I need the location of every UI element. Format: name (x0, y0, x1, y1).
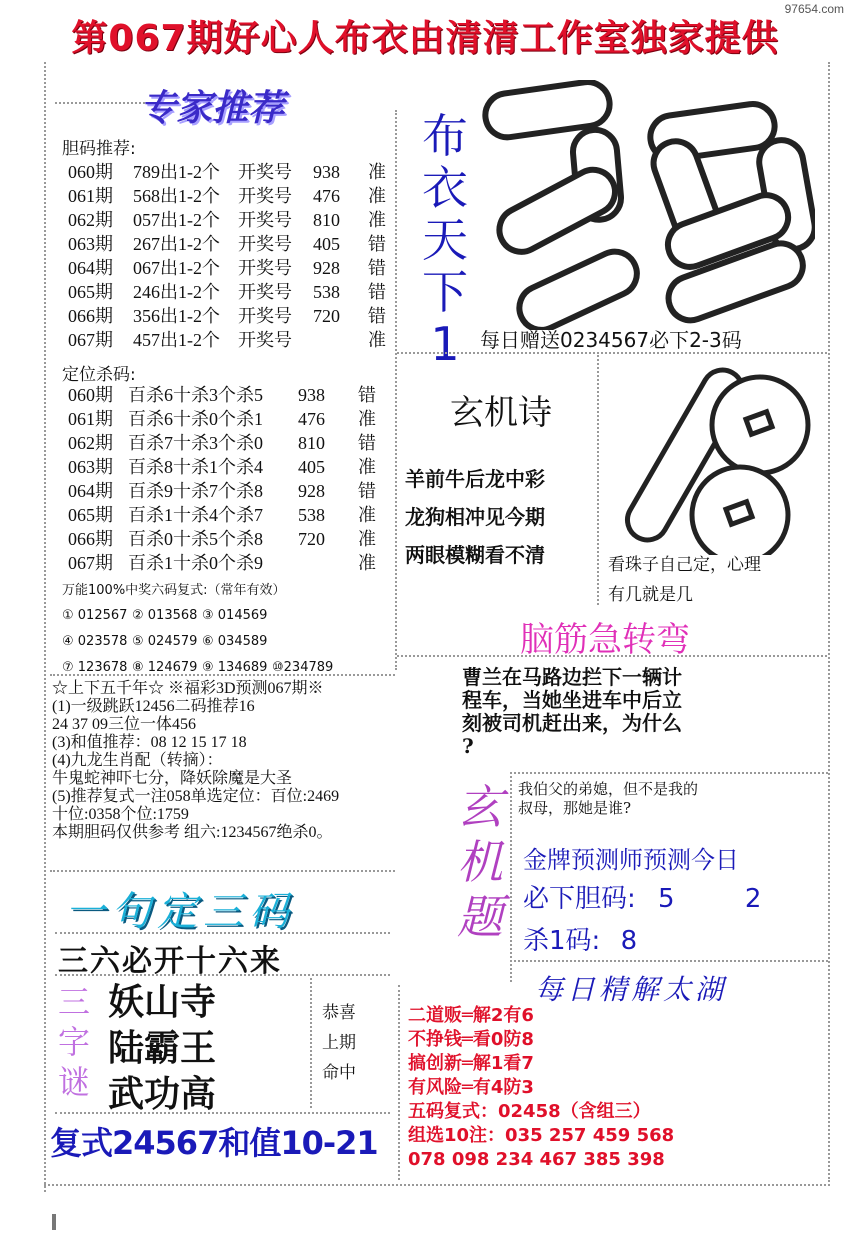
kill-result: 错 (358, 385, 376, 405)
brief-line: 牛鬼蛇神吓七分，降妖除魔是大圣 (52, 770, 293, 787)
kill-result: 准 (358, 553, 376, 573)
dan-result: 错 (368, 258, 386, 278)
congrats-line: 恭喜 (322, 1003, 356, 1023)
congrats-line: 上期 (322, 1033, 356, 1053)
kill-issue: 062期 (68, 433, 113, 453)
kill-issue: 060期 (68, 385, 113, 405)
xuanji-char: 玄 (457, 780, 503, 834)
kill-result: 准 (358, 505, 376, 525)
taihu-line: 有风险═有4防3 (408, 1077, 534, 1098)
kill-table (68, 383, 388, 575)
dan-draw: 405 (313, 234, 340, 254)
bead-note-line: 有几就是几 (608, 585, 693, 605)
dan-row (68, 304, 398, 328)
dan-result: 准 (368, 330, 386, 350)
divider (50, 674, 395, 676)
six-item: ④ 023578 (62, 634, 128, 649)
brief-line: (5)推荐复式一注058单选定位：百位:2469 (52, 788, 340, 805)
dan-draw: 938 (313, 162, 340, 182)
dan-draw: 476 (313, 186, 340, 206)
brain-question (462, 666, 682, 758)
divider (55, 974, 390, 976)
buyi-char: 衣 (422, 161, 468, 215)
brain-line: 曹兰在马路边拦下一辆计 (462, 665, 682, 689)
divider (597, 355, 599, 605)
kill-pick: 百杀9十杀7个杀8 (128, 481, 263, 501)
xuanji-char: 机 (457, 835, 503, 889)
site-watermark: 97654.com (784, 2, 844, 16)
poem-title: 玄机诗 (450, 393, 552, 433)
kill-issue: 064期 (68, 481, 113, 501)
kill-draw: 938 (298, 385, 325, 405)
riddle-line: 武功高 (108, 1074, 217, 1115)
bead-note-line: 看珠子自己定，心理 (608, 555, 761, 575)
gift-text: 每日赠送0234567必下2-3码 (480, 328, 742, 352)
dan-line-label: 必下胆码: (523, 884, 636, 914)
kill-row (68, 431, 388, 455)
dan-draw_label: 开奖号 (238, 210, 292, 230)
dan-draw: 810 (313, 210, 340, 230)
one-sentence-heading: 一句定三码 (65, 889, 295, 935)
taihu-line: 不挣钱═看0防8 (408, 1029, 534, 1050)
six-item: ⑥ 034589 (202, 634, 268, 649)
kill-pick: 百杀7十杀3个杀0 (128, 433, 263, 453)
frame-left (44, 62, 46, 1192)
dan-draw: 720 (313, 306, 340, 326)
taihu-line: 五码复式：02458（含组三） (408, 1101, 651, 1122)
taihu-line: 二道贩═解2有6 (408, 1005, 534, 1026)
scroll-marker (52, 1214, 56, 1230)
dan-result: 准 (368, 186, 386, 206)
brain-line: ? (462, 734, 474, 758)
brief-line: 本期胆码仅供参考 组六:1234567绝杀0。 (52, 824, 333, 841)
dan-draw_label: 开奖号 (238, 306, 292, 326)
bead-18-graphic (600, 355, 825, 555)
riddle-label-char: 谜 (57, 1063, 90, 1101)
brief-line: 十位:0358个位:1759 (52, 806, 189, 823)
divider (55, 932, 390, 934)
dan-row (68, 208, 398, 232)
dan-issue: 061期 (68, 186, 113, 206)
xuanji-line: 我伯父的弟媳，但不是我的 (518, 780, 699, 798)
dan-issue: 065期 (68, 282, 113, 302)
brief-line: (4)九龙生肖配（转摘）： (52, 752, 223, 769)
dan-result: 错 (368, 282, 386, 302)
brief-line: (1)一级跳跃12456二码推荐16 (52, 698, 255, 715)
kill-val: 8 (620, 926, 638, 956)
taihu-heading: 每日精解太湖 (535, 973, 728, 1006)
six-item: ② 013568 (132, 608, 198, 623)
dan-issue: 064期 (68, 258, 113, 278)
dan-result: 错 (368, 234, 386, 254)
six-row (62, 603, 362, 629)
dan-row (68, 256, 398, 280)
dan-draw_label: 开奖号 (238, 162, 292, 182)
dan-row (68, 184, 398, 208)
riddle-line: 妖山寺 (108, 982, 217, 1023)
dan-b: 2 (744, 884, 762, 914)
kill-pick: 百杀6十杀3个杀5 (128, 385, 263, 405)
taihu-line: 搞创新═解1看7 (408, 1053, 534, 1074)
frame-bottom (44, 1184, 830, 1186)
expert-heading: 专家推荐 (140, 88, 285, 129)
six-item: ⑩234789 (272, 660, 334, 675)
kill-result: 准 (358, 529, 376, 549)
poem-line: 两眼模糊看不清 (405, 543, 545, 567)
dan-row (68, 160, 398, 184)
dan-pick: 067出1-2个 (133, 258, 220, 278)
divider (397, 655, 827, 657)
buyi-char: 天 (422, 213, 468, 267)
kill-row (68, 503, 388, 527)
six-row (62, 655, 362, 681)
brief-line: (3)和值推荐：08 12 15 17 18 (52, 734, 247, 751)
divider (398, 985, 400, 1180)
kill-row (68, 551, 388, 575)
riddle-lines (108, 980, 216, 1118)
kill-row (68, 455, 388, 479)
dan-issue: 067期 (68, 330, 113, 350)
poem-lines (405, 460, 545, 574)
xuanji-line: 叔母，那她是谁? (518, 799, 632, 817)
kill-issue: 067期 (68, 553, 113, 573)
congrats (322, 998, 356, 1088)
kill-pick: 百杀8十杀1个杀4 (128, 457, 263, 477)
dan-issue: 060期 (68, 162, 113, 182)
dan-draw_label: 开奖号 (238, 234, 292, 254)
dan-result: 准 (368, 162, 386, 182)
dan-a: 5 (658, 884, 675, 914)
dan-draw_label: 开奖号 (238, 330, 292, 350)
brain-line: 刻被司机赶出来，为什么 (462, 711, 682, 735)
dan-pick: 457出1-2个 (133, 330, 220, 350)
six-item: ⑤ 024579 (132, 634, 198, 649)
kill-row (68, 479, 388, 503)
taihu-line: 078 098 234 467 385 398 (408, 1149, 665, 1170)
brief-block (52, 680, 339, 842)
xuanji-char: 题 (457, 890, 503, 944)
dan-pick: 267出1-2个 (133, 234, 220, 254)
congrats-line: 命中 (322, 1063, 356, 1083)
gold-title: 金牌预测师预测今日 (523, 846, 739, 874)
divider (310, 978, 312, 1108)
dan-issue: 063期 (68, 234, 113, 254)
six-label: 万能100%中奖六码复式:（常年有效） (62, 583, 286, 598)
poem-line: 羊前牛后龙中彩 (405, 467, 545, 491)
kill-draw: 810 (298, 433, 325, 453)
dan-pick: 789出1-2个 (133, 162, 220, 182)
dan-issue: 062期 (68, 210, 113, 230)
divider (55, 102, 145, 104)
divider (510, 772, 828, 774)
kill-result: 准 (358, 409, 376, 429)
poem-line: 龙狗相冲见今期 (405, 505, 545, 529)
one-sentence-text: 三六必开十六来 (58, 944, 282, 979)
dan-pick: 057出1-2个 (133, 210, 220, 230)
dan-label: 胆码推荐: (62, 139, 136, 159)
dan-line (523, 878, 761, 915)
riddle-line: 陆霸王 (108, 1028, 217, 1069)
kill-draw: 538 (298, 505, 325, 525)
kill-issue: 065期 (68, 505, 113, 525)
six-item: ③ 014569 (202, 608, 268, 623)
kill-pick: 百杀1十杀0个杀9 (128, 553, 263, 573)
frame-right (828, 62, 830, 1182)
kill-draw: 928 (298, 481, 325, 501)
dan-row (68, 280, 398, 304)
riddle-label-char: 字 (57, 1023, 90, 1061)
buyi-vertical (415, 110, 475, 370)
kill-row (68, 383, 388, 407)
brain-heading: 脑筋急转弯 (520, 620, 690, 660)
big-39-graphic (475, 80, 815, 330)
kill-draw: 405 (298, 457, 325, 477)
kill-result: 错 (358, 433, 376, 453)
kill-pick: 百杀0十杀5个杀8 (128, 529, 263, 549)
dan-table (68, 160, 398, 352)
brief-line: 24 37 09三位一体456 (52, 716, 197, 733)
dan-draw: 928 (313, 258, 340, 278)
taihu-line: 组选10注：035 257 459 568 (408, 1125, 675, 1146)
dan-pick: 356出1-2个 (133, 306, 220, 326)
kill-label: 定位杀码: (62, 365, 136, 385)
kill-row (68, 407, 388, 431)
combo-text: 复式24567和值10-21 (50, 1124, 378, 1162)
kill-pick: 百杀1十杀4个杀7 (128, 505, 263, 525)
divider (55, 1112, 390, 1114)
dan-issue: 066期 (68, 306, 113, 326)
kill-issue: 066期 (68, 529, 113, 549)
riddle-label-char: 三 (57, 983, 90, 1021)
kill-row (68, 527, 388, 551)
taihu-lines (408, 1004, 674, 1172)
brief-line: ☆上下五千年☆ ※福彩3D预测067期※ (52, 680, 324, 697)
kill-line (523, 920, 637, 957)
six-item: ⑨ 134689 (202, 660, 268, 675)
xuanji-vertical (450, 780, 510, 945)
kill-result: 准 (358, 457, 376, 477)
kill-draw: 476 (298, 409, 325, 429)
bead-note (608, 550, 761, 610)
six-item: ⑧ 124679 (132, 660, 198, 675)
dan-result: 错 (368, 306, 386, 326)
kill-pick: 百杀6十杀0个杀1 (128, 409, 263, 429)
xuanji-question (518, 780, 698, 818)
buyi-char: 1 (430, 317, 460, 371)
six-item: ① 012567 (62, 608, 128, 623)
divider (397, 352, 827, 354)
kill-line-label: 杀1码: (523, 926, 601, 956)
dan-draw_label: 开奖号 (238, 186, 292, 206)
dan-result: 准 (368, 210, 386, 230)
six-table (62, 603, 362, 681)
kill-issue: 063期 (68, 457, 113, 477)
six-row (62, 629, 362, 655)
dan-row (68, 232, 398, 256)
six-item: ⑦ 123678 (62, 660, 128, 675)
dan-draw_label: 开奖号 (238, 258, 292, 278)
brain-line: 程车，当她坐进车中后立 (462, 688, 682, 712)
kill-draw: 720 (298, 529, 325, 549)
divider (510, 772, 512, 982)
kill-issue: 061期 (68, 409, 113, 429)
buyi-char: 布 (422, 109, 468, 163)
dan-pick: 568出1-2个 (133, 186, 220, 206)
riddle-label (54, 982, 94, 1102)
page-title: 第067期好心人布衣由清清工作室独家提供 (71, 18, 779, 59)
dan-draw: 538 (313, 282, 340, 302)
kill-result: 错 (358, 481, 376, 501)
divider (50, 870, 395, 872)
divider (510, 960, 828, 962)
buyi-char: 下 (422, 265, 468, 319)
dan-draw_label: 开奖号 (238, 282, 292, 302)
dan-row (68, 328, 398, 352)
dan-pick: 246出1-2个 (133, 282, 220, 302)
